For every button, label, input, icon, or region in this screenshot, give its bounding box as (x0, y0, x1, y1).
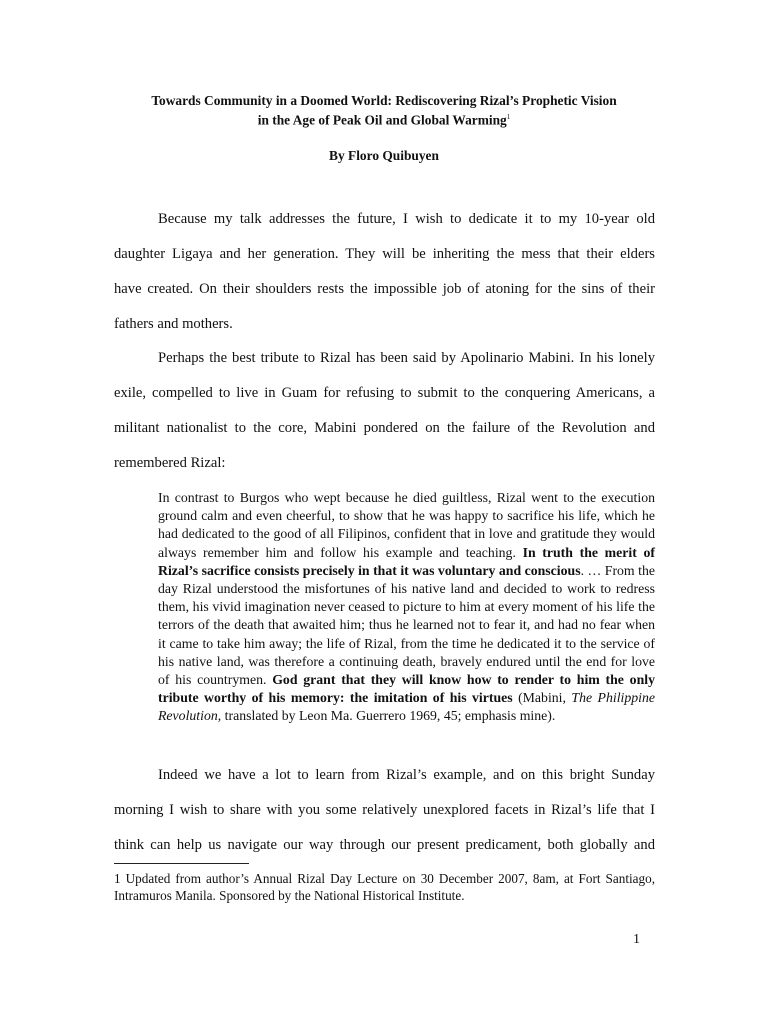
paragraph-3-line-1: Indeed we have a lot to learn from Rizal’s example, and on this bright Sunday (158, 767, 655, 783)
paragraph-2-line-1: Perhaps the best tribute to Rizal has been said by Apolinario Mabini. In his lonely (158, 350, 655, 366)
paragraph-1-line-4: fathers and mothers. (114, 316, 233, 332)
title-line-1: Towards Community in a Doomed World: Rediscovering Rizal’s Prophetic Vision (151, 93, 617, 108)
quote-text-2: . … From the day Rizal understood the misfortunes of his native land and decided to work to redress them, his vivid imagination never ceased to picture to him at every moment of his life the terrors of the death that awaited him; thus he learned not to fear it, and had no fear when it came to take him away; the life of Rizal, from the time he dedicated it to the service of his native land, was therefore a continuing death, bravely endured until the end for love of his countrymen. (158, 562, 655, 688)
paragraph-1-line-2: daughter Ligaya and her generation. They will be inheriting the mess that their elders (114, 246, 655, 262)
block-quote (158, 489, 655, 726)
paragraph-2-line-2: exile, compelled to live in Guam for refusing to submit to the conquering Americans, a (114, 385, 655, 401)
paragraph-3-line-2: morning I wish to share with you some relatively unexplored facets in Rizal’s life that I (114, 802, 655, 818)
title-line-2-text: in the Age of Peak Oil and Global Warming (257, 112, 507, 128)
paragraph-1-line-1: Because my talk addresses the future, I wish to dedicate it to my 10-year old (158, 211, 655, 227)
paragraph-2-line-4: remembered Rizal: (114, 455, 226, 471)
paragraph-2-line-3: militant nationalist to the core, Mabini pondered on the failure of the Revolution and (114, 420, 655, 436)
quote-book-title: The Philippine Revolution (158, 690, 656, 724)
title-line-2 (100, 109, 668, 128)
quote-text-4: , translated by Leon Ma. Guerrero 1969, 45; emphasis mine). (217, 708, 556, 724)
paragraph-1-line-3: have created. On their shoulders rests the impossible job of atoning for the sins of their (114, 281, 655, 297)
quote-emphasis-2: God grant that they will know how to render to him the only tribute worthy of his memory: the imitation of his virtues (158, 672, 655, 706)
quote-emphasis-1: In truth the merit of Rizal’s sacrifice consists precisely in that it was voluntary and conscious (158, 544, 655, 578)
quote-text-1: In contrast to Burgos who wept because he died guiltless, Rizal went to the execution ground calm and even cheerful, to show that he was happy to sacrifice his life, which he had dedicated to the good of all Filipinos, confident that in love and gratitude they would always remember him and follow his example and teaching. (158, 490, 655, 560)
document-title (100, 92, 668, 128)
footnote-separator (114, 863, 249, 864)
footnote: 1 Updated from author’s Annual Rizal Day Lecture on 30 December 2007, 8am, at Fort Santiago, Intramuros Manila. Sponsored by the National Historical Institute. (114, 871, 655, 903)
title-footnote-marker[interactable]: 1 (506, 113, 511, 121)
quote-text-3: (Mabini, (512, 690, 572, 706)
paragraph-3-line-3: think can help us navigate our way through our present predicament, both globally and (114, 837, 655, 853)
page-number: 1 (633, 932, 640, 947)
byline: By Floro Quibuyen (329, 148, 439, 163)
